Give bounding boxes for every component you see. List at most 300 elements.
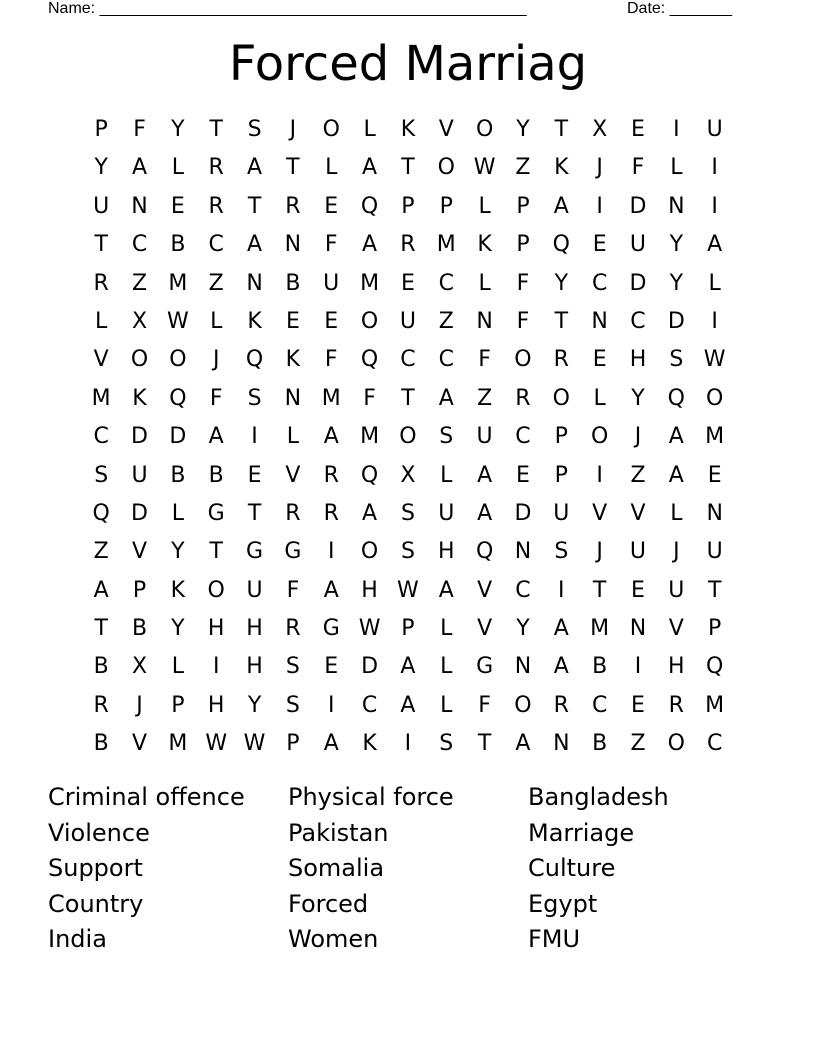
grid-letter: C bbox=[208, 232, 224, 258]
grid-letter: V bbox=[630, 500, 646, 526]
grid-letter: P bbox=[401, 193, 415, 219]
grid-letter: D bbox=[629, 193, 647, 219]
grid-row bbox=[82, 610, 734, 648]
grid-letter: S bbox=[554, 539, 569, 565]
grid-letter: J bbox=[596, 539, 603, 565]
grid-letter: U bbox=[706, 539, 723, 565]
grid-letter: U bbox=[553, 500, 570, 526]
grid-letter: F bbox=[324, 347, 338, 373]
grid-letter: N bbox=[246, 270, 263, 296]
grid-letter: R bbox=[553, 347, 569, 373]
grid-letter: C bbox=[591, 692, 608, 718]
grid-letter: I bbox=[711, 155, 718, 181]
grid-row bbox=[82, 188, 734, 226]
grid-row bbox=[82, 111, 734, 149]
word-list-item: Culture bbox=[528, 854, 616, 883]
grid-letter: A bbox=[323, 731, 339, 757]
grid-letter: A bbox=[515, 731, 531, 757]
grid-letter: T bbox=[247, 500, 262, 526]
grid-letter: C bbox=[438, 347, 454, 373]
grid-letter: O bbox=[514, 692, 532, 718]
grid-letter: Q bbox=[360, 193, 379, 219]
grid-row bbox=[82, 533, 734, 571]
grid-letter: U bbox=[399, 308, 416, 334]
grid-letter: L bbox=[363, 117, 376, 142]
grid-letter: L bbox=[670, 155, 683, 181]
grid-letter: W bbox=[397, 577, 419, 603]
grid-letter: L bbox=[440, 654, 453, 680]
grid-letter: B bbox=[285, 270, 301, 296]
grid-letter: O bbox=[667, 731, 685, 757]
grid-letter: S bbox=[285, 654, 300, 680]
grid-letter: J bbox=[673, 539, 680, 565]
grid-letter: P bbox=[132, 577, 147, 603]
grid-letter: Q bbox=[475, 539, 494, 565]
grid-letter: Q bbox=[169, 385, 187, 411]
grid-letter: T bbox=[94, 232, 108, 258]
grid-letter: G bbox=[284, 539, 302, 565]
grid-letter: N bbox=[284, 385, 302, 411]
word-list-item: Pakistan bbox=[288, 818, 389, 847]
grid-letter: A bbox=[668, 424, 684, 450]
grid-letter: B bbox=[208, 462, 224, 488]
grid-letter: H bbox=[668, 654, 685, 680]
word-list-item: Egypt bbox=[528, 889, 598, 918]
grid-letter: A bbox=[553, 193, 569, 219]
grid-row bbox=[82, 495, 734, 533]
grid-letter: Z bbox=[438, 308, 454, 334]
grid-letter: M bbox=[705, 692, 725, 718]
grid-letter: O bbox=[475, 117, 494, 142]
grid-letter: F bbox=[286, 577, 300, 603]
grid-letter: D bbox=[169, 424, 187, 450]
grid-letter: F bbox=[324, 232, 338, 258]
grid-letter: I bbox=[212, 654, 220, 680]
grid-letter: A bbox=[247, 232, 263, 258]
grid-letter: I bbox=[596, 193, 603, 219]
grid-letter: L bbox=[171, 500, 184, 526]
grid-letter: C bbox=[515, 577, 531, 603]
grid-letter: F bbox=[363, 385, 376, 411]
grid-letter: O bbox=[590, 424, 609, 450]
grid-letter: T bbox=[401, 155, 415, 181]
grid-letter: H bbox=[437, 539, 455, 565]
grid-letter: O bbox=[360, 539, 379, 565]
grid-letter: A bbox=[400, 692, 416, 718]
grid-letter: Z bbox=[93, 539, 109, 565]
grid-row bbox=[82, 572, 734, 610]
grid-letter: P bbox=[554, 462, 568, 488]
grid-letter: F bbox=[209, 385, 223, 411]
grid-letter: L bbox=[210, 308, 223, 334]
date-field-label: Date: _______ bbox=[627, 0, 732, 17]
grid-row bbox=[82, 457, 734, 495]
grid-letter: A bbox=[553, 616, 569, 642]
grid-letter: Z bbox=[131, 270, 148, 296]
grid-letter: Y bbox=[247, 692, 262, 718]
grid-letter: B bbox=[131, 616, 148, 642]
grid-letter: E bbox=[170, 193, 185, 219]
grid-letter: P bbox=[94, 117, 108, 142]
grid-letter: J bbox=[289, 117, 297, 142]
grid-letter: E bbox=[631, 117, 645, 142]
grid-letter: Z bbox=[208, 270, 224, 296]
grid-letter: A bbox=[208, 424, 224, 450]
grid-letter: O bbox=[399, 424, 417, 450]
grid-letter: I bbox=[327, 539, 335, 565]
grid-letter: F bbox=[516, 308, 530, 334]
grid-letter: U bbox=[93, 193, 110, 219]
grid-letter: O bbox=[437, 155, 455, 181]
grid-letter: E bbox=[324, 193, 339, 219]
grid-letter: E bbox=[247, 462, 262, 488]
grid-letter: F bbox=[133, 117, 146, 142]
grid-letter: P bbox=[439, 193, 453, 219]
grid-letter: E bbox=[516, 462, 530, 488]
grid-letter: Q bbox=[706, 654, 724, 680]
grid-letter: L bbox=[593, 385, 606, 411]
grid-letter: M bbox=[360, 424, 380, 450]
grid-letter: Y bbox=[94, 155, 108, 181]
grid-letter: L bbox=[478, 270, 491, 296]
grid-letter: G bbox=[246, 539, 264, 565]
grid-letter: T bbox=[94, 616, 108, 642]
grid-letter: E bbox=[285, 308, 300, 334]
grid-letter: C bbox=[400, 347, 416, 373]
grid-letter: N bbox=[629, 616, 647, 642]
grid-letter: L bbox=[708, 270, 721, 296]
grid-letter: I bbox=[673, 117, 680, 142]
grid-letter: C bbox=[630, 308, 646, 334]
grid-letter: A bbox=[131, 155, 148, 181]
grid-letter: Y bbox=[554, 270, 569, 296]
grid-letter: R bbox=[93, 270, 109, 296]
grid-letter: M bbox=[360, 270, 380, 296]
grid-letter: H bbox=[361, 577, 378, 603]
grid-letter: B bbox=[592, 654, 608, 680]
grid-letter: H bbox=[246, 616, 263, 642]
grid-letter: J bbox=[596, 155, 603, 181]
grid-letter: Q bbox=[360, 347, 379, 373]
grid-letter: B bbox=[93, 654, 109, 680]
grid-letter: U bbox=[246, 577, 263, 603]
grid-letter: S bbox=[247, 117, 262, 142]
word-list-item: India bbox=[48, 925, 107, 954]
grid-letter: L bbox=[670, 500, 683, 526]
grid-letter: R bbox=[515, 385, 531, 411]
grid-letter: A bbox=[438, 577, 454, 603]
word-list-item: Violence bbox=[48, 818, 150, 847]
grid-letter: T bbox=[554, 117, 569, 142]
grid-letter: M bbox=[168, 270, 188, 296]
grid-letter: V bbox=[438, 117, 454, 142]
grid-letter: Y bbox=[171, 616, 185, 642]
grid-letter: R bbox=[323, 500, 339, 526]
grid-letter: N bbox=[706, 500, 723, 526]
grid-letter: X bbox=[400, 462, 416, 488]
word-list-item: FMU bbox=[528, 925, 581, 954]
grid-letter: R bbox=[400, 232, 416, 258]
grid-letter: D bbox=[131, 500, 148, 526]
grid-letter: Q bbox=[360, 462, 379, 488]
word-list-item: Support bbox=[48, 854, 143, 883]
grid-letter: I bbox=[711, 193, 718, 219]
word-list-item: Bangladesh bbox=[528, 783, 669, 811]
grid-letter: N bbox=[284, 232, 302, 258]
grid-letter: R bbox=[93, 692, 109, 718]
word-list-item: Forced bbox=[288, 889, 369, 918]
grid-letter: T bbox=[286, 155, 300, 181]
grid-letter: A bbox=[323, 577, 339, 603]
grid-letter: Y bbox=[631, 385, 645, 411]
grid-letter: P bbox=[516, 193, 530, 219]
letter-grid bbox=[82, 111, 734, 764]
grid-letter: J bbox=[136, 692, 143, 718]
grid-letter: N bbox=[553, 731, 570, 757]
grid-letter: K bbox=[477, 232, 492, 258]
grid-letter: V bbox=[131, 731, 148, 757]
grid-letter: P bbox=[286, 731, 300, 757]
grid-letter: H bbox=[207, 616, 225, 642]
word-list-item: Somalia bbox=[288, 854, 385, 883]
grid-letter: R bbox=[323, 462, 339, 488]
grid-letter: C bbox=[361, 692, 378, 718]
grid-letter: T bbox=[592, 577, 607, 603]
grid-letter: F bbox=[478, 347, 491, 373]
header-line bbox=[48, 0, 768, 20]
word-list bbox=[48, 780, 768, 958]
grid-letter: T bbox=[401, 385, 415, 411]
grid-letter: O bbox=[706, 385, 724, 411]
grid-letter: V bbox=[592, 500, 608, 526]
grid-letter: J bbox=[212, 347, 220, 373]
grid-letter: A bbox=[323, 424, 339, 450]
grid-letter: U bbox=[476, 424, 493, 450]
grid-letter: G bbox=[476, 654, 494, 680]
grid-letter: O bbox=[360, 308, 379, 334]
grid-letter: A bbox=[93, 577, 109, 603]
grid-letter: B bbox=[170, 462, 186, 488]
grid-letter: V bbox=[477, 577, 493, 603]
grid-letter: Q bbox=[245, 347, 264, 373]
grid-letter: W bbox=[473, 155, 496, 181]
grid-letter: W bbox=[358, 616, 381, 642]
grid-letter: E bbox=[592, 232, 607, 258]
grid-letter: E bbox=[324, 308, 339, 334]
grid-letter: A bbox=[362, 155, 378, 181]
grid-letter: E bbox=[631, 692, 645, 718]
grid-letter: S bbox=[439, 731, 454, 757]
grid-letter: W bbox=[243, 731, 266, 757]
grid-letter: Z bbox=[477, 385, 493, 411]
grid-letter: U bbox=[629, 539, 647, 565]
grid-letter: Y bbox=[516, 616, 530, 642]
grid-letter: E bbox=[707, 462, 722, 488]
grid-letter: N bbox=[514, 539, 532, 565]
grid-row bbox=[82, 226, 734, 264]
grid-letter: B bbox=[170, 232, 186, 258]
grid-letter: O bbox=[130, 347, 149, 373]
grid-letter: U bbox=[629, 232, 647, 258]
grid-letter: G bbox=[207, 500, 225, 526]
grid-letter: V bbox=[93, 347, 109, 373]
grid-letter: I bbox=[634, 654, 642, 680]
grid-letter: F bbox=[631, 155, 645, 181]
grid-letter: O bbox=[552, 385, 570, 411]
grid-letter: V bbox=[668, 616, 684, 642]
grid-letter: T bbox=[209, 117, 223, 142]
grid-letter: E bbox=[324, 654, 339, 680]
grid-letter: I bbox=[596, 462, 603, 488]
grid-letter: S bbox=[247, 385, 262, 411]
grid-letter: A bbox=[400, 654, 416, 680]
grid-letter: P bbox=[516, 232, 530, 258]
grid-letter: N bbox=[476, 308, 493, 334]
grid-letter: F bbox=[516, 270, 530, 296]
grid-letter: D bbox=[667, 308, 685, 334]
grid-row bbox=[82, 648, 734, 686]
grid-letter: O bbox=[514, 347, 532, 373]
grid-letter: R bbox=[285, 616, 301, 642]
grid-letter: Z bbox=[630, 462, 646, 488]
grid-letter: T bbox=[554, 308, 569, 334]
grid-letter: D bbox=[361, 654, 379, 680]
grid-letter: Q bbox=[552, 232, 570, 258]
grid-letter: Y bbox=[669, 232, 684, 258]
grid-letter: M bbox=[705, 424, 725, 450]
grid-row bbox=[82, 303, 734, 341]
grid-letter: O bbox=[169, 347, 187, 373]
grid-letter: W bbox=[166, 308, 189, 334]
grid-letter: C bbox=[93, 424, 109, 450]
grid-letter: S bbox=[285, 692, 300, 718]
grid-row bbox=[82, 418, 734, 456]
grid-letter: L bbox=[95, 308, 108, 334]
grid-letter: S bbox=[400, 539, 415, 565]
grid-letter: N bbox=[591, 308, 608, 334]
grid-letter: S bbox=[439, 424, 454, 450]
grid-letter: O bbox=[322, 117, 340, 142]
grid-letter: M bbox=[590, 616, 610, 642]
grid-letter: V bbox=[131, 539, 148, 565]
grid-letter: H bbox=[629, 347, 647, 373]
grid-letter: A bbox=[668, 462, 684, 488]
grid-letter: S bbox=[94, 462, 109, 488]
grid-letter: A bbox=[438, 385, 454, 411]
grid-letter: I bbox=[327, 692, 335, 718]
grid-letter: L bbox=[325, 155, 338, 181]
grid-letter: X bbox=[131, 654, 148, 680]
grid-row bbox=[82, 725, 734, 763]
grid-letter: W bbox=[703, 347, 726, 373]
grid-letter: C bbox=[131, 232, 148, 258]
grid-letter: D bbox=[131, 424, 148, 450]
word-list-item: Physical force bbox=[288, 783, 454, 811]
grid-letter: M bbox=[91, 385, 111, 411]
grid-row bbox=[82, 380, 734, 418]
grid-letter: A bbox=[477, 500, 493, 526]
grid-letter: A bbox=[247, 155, 263, 181]
grid-letter: E bbox=[592, 347, 607, 373]
grid-letter: R bbox=[208, 193, 224, 219]
grid-letter: Z bbox=[515, 155, 531, 181]
grid-letter: K bbox=[362, 731, 377, 757]
grid-letter: K bbox=[554, 155, 569, 181]
grid-letter: X bbox=[131, 308, 148, 334]
grid-letter: T bbox=[209, 539, 223, 565]
grid-letter: H bbox=[246, 654, 263, 680]
grid-letter: U bbox=[668, 577, 685, 603]
grid-letter: A bbox=[362, 500, 378, 526]
grid-letter: G bbox=[322, 616, 340, 642]
grid-letter: R bbox=[285, 193, 301, 219]
name-field-label: Name: ________________________________________________ bbox=[48, 0, 527, 17]
grid-letter: A bbox=[477, 462, 493, 488]
grid-letter: R bbox=[208, 155, 224, 181]
grid-letter: E bbox=[631, 577, 645, 603]
grid-letter: U bbox=[438, 500, 455, 526]
grid-letter: D bbox=[629, 270, 647, 296]
grid-letter: R bbox=[285, 500, 301, 526]
word-list-item: Marriage bbox=[528, 818, 635, 847]
grid-letter: Y bbox=[171, 539, 185, 565]
grid-letter: C bbox=[591, 270, 608, 296]
grid-letter: U bbox=[323, 270, 340, 296]
grid-letter: B bbox=[93, 731, 109, 757]
grid-letter: T bbox=[707, 577, 722, 603]
grid-letter: B bbox=[592, 731, 608, 757]
grid-letter: V bbox=[477, 616, 493, 642]
grid-letter: Z bbox=[630, 731, 646, 757]
grid-letter: V bbox=[285, 462, 301, 488]
grid-letter: K bbox=[170, 577, 186, 603]
grid-letter: K bbox=[400, 117, 416, 142]
grid-letter: Q bbox=[92, 500, 110, 526]
grid-letter: N bbox=[668, 193, 685, 219]
grid-letter: A bbox=[707, 232, 723, 258]
grid-letter: J bbox=[634, 424, 642, 450]
grid-letter: P bbox=[554, 424, 568, 450]
grid-letter: L bbox=[171, 654, 184, 680]
grid-letter: O bbox=[207, 577, 225, 603]
grid-letter: K bbox=[285, 347, 301, 373]
grid-letter: U bbox=[706, 117, 723, 142]
grid-letter: R bbox=[553, 692, 569, 718]
grid-letter: C bbox=[515, 424, 531, 450]
grid-letter: T bbox=[477, 731, 492, 757]
grid-letter: K bbox=[247, 308, 262, 334]
grid-letter: L bbox=[286, 424, 300, 450]
grid-letter: I bbox=[404, 731, 412, 757]
grid-letter: H bbox=[207, 692, 225, 718]
grid-letter: P bbox=[171, 692, 185, 718]
grid-letter: N bbox=[514, 654, 532, 680]
grid-letter: I bbox=[251, 424, 258, 450]
grid-letter: L bbox=[440, 616, 453, 642]
grid-letter: R bbox=[668, 692, 684, 718]
grid-letter: Y bbox=[516, 117, 530, 142]
grid-row bbox=[82, 265, 734, 303]
grid-letter: F bbox=[478, 692, 491, 718]
word-list-item: Women bbox=[288, 925, 379, 954]
grid-letter: W bbox=[205, 731, 228, 757]
grid-letter: I bbox=[558, 577, 565, 603]
grid-letter: C bbox=[438, 270, 454, 296]
grid-letter: U bbox=[131, 462, 148, 488]
grid-letter: P bbox=[401, 616, 415, 642]
word-list-item: Country bbox=[48, 889, 144, 918]
grid-letter: Y bbox=[171, 117, 185, 142]
